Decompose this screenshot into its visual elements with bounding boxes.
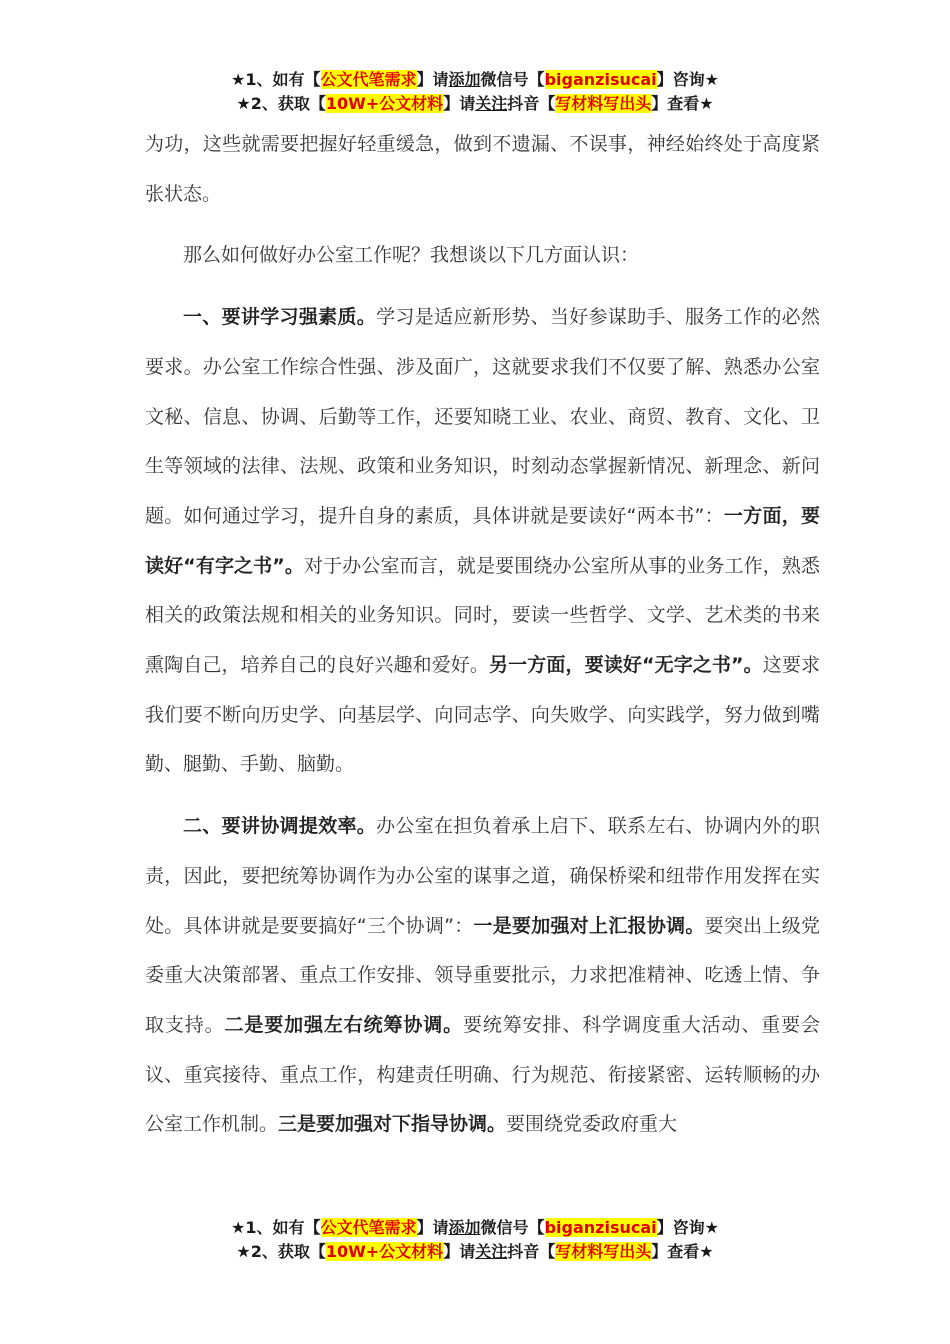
douyin-account: 写材料写出头 xyxy=(555,94,652,113)
paragraph-intro: 那么如何做好办公室工作呢？我想谈以下几方面认识： xyxy=(183,244,640,267)
section-heading: 一、要讲学习强素质。 xyxy=(183,306,377,329)
paragraph-continued: 为功，这些就需要把握好轻重缓急，做到不遗漏、不误事，神经始终处于高度紧张状态。 xyxy=(145,133,820,205)
paragraph-section-2: 二、要讲协调提效率。办公室在担负着承上启下、联系左右、协调内外的职责，因此，要把统筹协调作为办公室的谋事之道，确保桥梁和纽带作用发挥在实处。具体讲就是要要搞好“三个协调”：一是要加强对上汇报协调。要突出上级党委重大决策部署、重点工作安排、领导重要批示，力求把准精神、吃透上情、争取支持。二是要加强左右统筹协调。要统筹安排、科学调度重大活动、重要会议、重宾接待、重点工作，构建责任明确、行为规范、衔接紧密、运转顺畅的办公室工作机制。三是要加强对下指导协调。要围绕党委政府重大 xyxy=(145,815,820,1136)
bold-point: 另一方面，要读好“无字之书”。 xyxy=(489,654,763,677)
banner-line-1: ★1、如有【公文代笔需求】请添加微信号【biganzisucai】咨询★ xyxy=(231,1218,719,1237)
highlight-text: 公文代笔需求 xyxy=(320,70,417,89)
bold-point: 三是要加强对下指导协调。 xyxy=(278,1113,507,1136)
underlined-text: 添加 xyxy=(448,70,481,89)
header-banner xyxy=(0,68,950,116)
paragraph-section-1: 一、要讲学习强素质。学习是适应新形势、当好参谋助手、服务工作的必然要求。办公室工作综合性强、涉及面广，这就要求我们不仅要了解、熟悉办公室文秘、信息、协调、后勤等工作，还要知晓工业、农业、商贸、教育、文化、卫生等领域的法律、法规、政策和业务知识，时刻动态掌握新情况、新理念、新问题。如何通过学习，提升自身的素质，具体讲就是要读好“两本书”：一方面，要读好“有字之书”。对于办公室而言，就是要围绕办公室所从事的业务工作，熟悉相关的政策法规和相关的业务知识。同时，要读一些哲学、文学、艺术类的书来熏陶自己，培养自己的良好兴趣和爱好。另一方面，要读好“无字之书”。这要求我们要不断向历史学、向基层学、向同志学、向失败学、向实践学，努力做到嘴勤、腿勤、手勤、脑勤。 xyxy=(145,306,820,776)
banner-line-1: ★1、如有【公文代笔需求】请添加微信号【biganzisucai】咨询★ xyxy=(231,70,719,89)
document-body xyxy=(145,120,820,1150)
bold-point: 二是要加强左右统筹协调。 xyxy=(224,1013,464,1036)
wechat-id: biganzisucai xyxy=(544,1218,657,1237)
douyin-account: 写材料写出头 xyxy=(555,1242,652,1261)
wechat-id: biganzisucai xyxy=(544,70,657,89)
banner-line-2: ★2、获取【10W+公文材料】请关注抖音【写材料写出头】查看★ xyxy=(236,1242,714,1261)
footer-banner xyxy=(0,1216,950,1264)
highlight-text: 公文代笔需求 xyxy=(320,1218,417,1237)
underlined-text: 关注 xyxy=(475,1242,508,1261)
bold-point: 一方面，要读好“有字之书”。 xyxy=(145,504,820,577)
section-heading: 二、要讲协调提效率。 xyxy=(183,815,377,838)
underlined-text: 添加 xyxy=(448,1218,481,1237)
banner-line-2: ★2、获取【10W+公文材料】请关注抖音【写材料写出头】查看★ xyxy=(236,94,714,113)
highlight-text: 10W+公文材料 xyxy=(325,94,444,113)
bold-point: 一是要加强对上汇报协调。 xyxy=(473,914,705,937)
highlight-text: 10W+公文材料 xyxy=(325,1242,444,1261)
underlined-text: 关注 xyxy=(475,94,508,113)
